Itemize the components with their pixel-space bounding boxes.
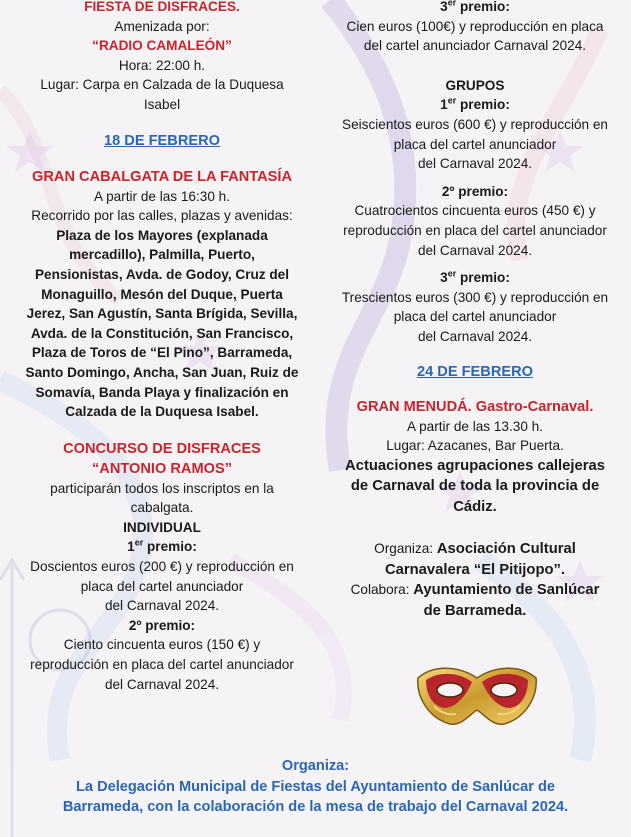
- route-line: Somavía, Banda Playa y finalización en: [35, 384, 289, 400]
- prize-text: del Carnaval 2024.: [417, 242, 533, 258]
- grupos-first-prize-label: 1er premio:: [440, 95, 510, 113]
- organiza-line2: Carnavalera “El Pitijopo”.: [384, 561, 566, 578]
- prize-text: del Carnaval 2024.: [104, 676, 220, 692]
- cabalgata-recorrido: Recorrido por las calles, plazas y avenidas:: [31, 208, 293, 224]
- colabora-line1: Colabora: Ayuntamiento de Sanlúcar: [350, 582, 600, 599]
- concurso-name: “ANTONIO RAMOS”: [92, 460, 232, 477]
- actuaciones-line: Cádiz.: [453, 498, 497, 515]
- prize-text: reproducción en placa del cartel anunciador: [343, 222, 607, 238]
- fiesta-lugar-line2: Isabel: [143, 96, 181, 112]
- prize-text: Trescientos euros (300 €) y reproducción en: [341, 289, 609, 305]
- actuaciones-line: de Carnaval de toda la provincia de: [350, 478, 600, 495]
- route-line: Plaza de Toros de “El Pino”, Barrameda,: [31, 345, 293, 361]
- prize-text: del cartel anunciador Carnaval 2024.: [363, 38, 587, 54]
- prize-text: placa del cartel anunciador: [393, 136, 557, 152]
- prize-text: del Carnaval 2024.: [104, 598, 220, 614]
- fiesta-lugar-line1: Lugar: Carpa en Calzada de la Duquesa: [40, 77, 284, 93]
- route-line: Santo Domingo, Ancha, San Juan, Ruiz de: [25, 364, 299, 380]
- concurso-title: CONCURSO DE DISFRACES: [63, 440, 261, 457]
- menuda-lugar: Lugar: Azacanes, Bar Puerta.: [386, 438, 564, 454]
- date-24-febrero: 24 DE FEBRERO: [417, 363, 533, 380]
- prize-text: del Carnaval 2024.: [417, 156, 533, 172]
- right-column: [322, 0, 628, 621]
- route-line: Monaguillo, Mesón del Duque, Puerta: [41, 286, 283, 302]
- participaran-line1: participarán todos los inscriptos en la: [50, 480, 274, 496]
- menuda-start: A partir de las 13.30 h.: [406, 418, 544, 434]
- individual-third-prize-label: 3er premio:: [440, 0, 510, 14]
- fiesta-disfraces-title: FIESTA DE DISFRACES.: [84, 0, 240, 14]
- prize-text: placa del cartel anunciador: [393, 309, 557, 325]
- prize-text: reproducción en placa del cartel anunciador: [30, 657, 294, 673]
- prize-text: Cuatrocientos cincuenta euros (450 €) y: [354, 203, 596, 219]
- prize-text: del Carnaval 2024.: [417, 328, 533, 344]
- footer-line2: Barrameda, con la colaboración de la mesa de trabajo del Carnaval 2024.: [62, 799, 569, 815]
- cabalgata-start: A partir de las 16:30 h.: [93, 188, 231, 204]
- grupos-third-prize-label: 3er premio:: [440, 268, 510, 286]
- menuda-title: GRAN MENUDÁ. Gastro-Carnaval.: [356, 398, 594, 415]
- carnival-mask-icon: [414, 656, 540, 737]
- footer-label: Organiza:: [281, 758, 350, 774]
- fiesta-hora: Hora: 22:00 h.: [118, 57, 206, 73]
- date-18-febrero: 18 DE FEBRERO: [104, 132, 220, 149]
- footer-line1: La Delegación Municipal de Fiestas del Ayuntamiento de Sanlúcar de: [75, 778, 555, 795]
- colabora-line2: de Barrameda.: [423, 602, 527, 619]
- individual-heading: INDIVIDUAL: [123, 519, 201, 535]
- actuaciones-line: Actuaciones agrupaciones callejeras: [345, 457, 605, 474]
- organiza-line1: Organiza: Asociación Cultural: [374, 541, 576, 558]
- footer-organiza: [0, 756, 631, 818]
- route-line: Pensionistas, Avda. de Godoy, Cruz del: [34, 266, 290, 282]
- left-column: [6, 0, 318, 694]
- route-line: Calzada de la Duquesa Isabel.: [65, 404, 259, 420]
- cabalgata-title: GRAN CABALGATA DE LA FANTASÍA: [32, 168, 292, 185]
- route-line: mercadillo), Palmilla, Puerto,: [69, 247, 255, 263]
- route-line: Plaza de los Mayores (explanada: [56, 227, 268, 243]
- prize-text: Doscientos euros (200 €) y reproducción en: [30, 559, 294, 575]
- prize-text: Ciento cincuenta euros (150 €) y: [63, 637, 261, 653]
- route-line: Jerez, San Agustín, Santa Brígida, Sevilla,: [26, 306, 298, 322]
- participaran-line2: cabalgata.: [130, 500, 194, 516]
- radio-name: “RADIO CAMALEÓN”: [92, 38, 232, 54]
- prize-text: placa del cartel anunciador: [80, 578, 244, 594]
- grupos-second-prize-label: 2º premio:: [441, 183, 509, 199]
- grupos-heading: GRUPOS: [445, 77, 505, 93]
- prize-text: Seiscientos euros (600 €) y reproducción en: [342, 116, 608, 132]
- prize-text: Cien euros (100€) y reproducción en placa: [346, 18, 604, 34]
- route-line: Avda. de la Constitución, San Francisco,: [30, 325, 294, 341]
- individual-second-prize-label: 2º premio:: [128, 617, 196, 633]
- individual-first-prize-label: 1er premio:: [127, 537, 197, 555]
- amenizada-label: Amenizada por:: [114, 18, 210, 34]
